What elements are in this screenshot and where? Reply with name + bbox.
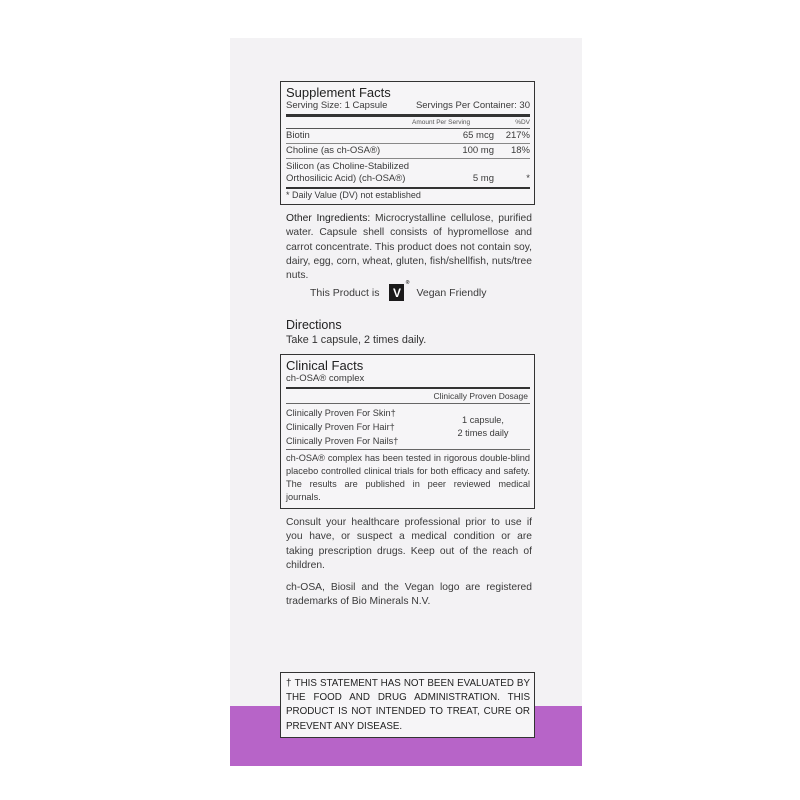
clinical-note: ch-OSA® complex has been tested in rigorous double-blind placebo controlled clinical trials for both efficacy and safety. The results are published in peer reviewed medical journals.: [286, 453, 530, 502]
supplement-facts-title: Supplement Facts: [286, 85, 391, 100]
serving-info: [286, 100, 530, 117]
nutrient-dv: 18%: [510, 145, 530, 156]
nutrient-row: [286, 159, 530, 189]
supplement-facts-box: [280, 81, 535, 205]
vegan-logo-icon: [389, 280, 410, 301]
nutrient-row: [286, 144, 530, 159]
dose-line: 2 times daily: [457, 428, 509, 438]
other-ingredients-label: Other Ingredients:: [286, 213, 371, 224]
trademark-notice: ch-OSA, Biosil and the Vegan logo are registered trademarks of Bio Minerals N.V.: [286, 582, 532, 608]
clinical-facts-box: [280, 354, 535, 509]
nutrient-amount: 65 mcg: [462, 130, 494, 141]
nutrient-name-line: Silicon (as Choline-Stabilized: [286, 161, 410, 172]
clinical-dosage-header: Clinically Proven Dosage: [286, 389, 530, 404]
fda-disclaimer-box: [280, 672, 535, 738]
claim-skin: Clinically Proven For Skin†: [286, 408, 396, 418]
nutrient-dv: *: [526, 173, 530, 184]
registered-mark: ®: [405, 280, 410, 286]
product-label-panel: [230, 38, 582, 766]
nutrient-name-line: Orthosilicic Acid) (ch-OSA®): [286, 173, 406, 184]
nutrient-dv: 217%: [505, 130, 530, 141]
clinical-claims: [286, 406, 436, 448]
claim-nails: Clinically Proven For Nails†: [286, 436, 399, 446]
vegan-statement: [310, 280, 487, 301]
amount-header: Amount Per Serving: [412, 119, 471, 126]
claim-hair: Clinically Proven For Hair†: [286, 422, 395, 432]
consult-warning: Consult your healthcare professional prior to use if you have, or suspect a medical condition or are taking prescription drugs. Keep out of the reach of children.: [286, 517, 532, 571]
clinical-facts-title: Clinical Facts: [286, 358, 364, 373]
nutrient-name: Choline (as ch-OSA®): [286, 145, 381, 156]
directions-text: Take 1 capsule, 2 times daily.: [286, 334, 427, 346]
vegan-suffix: Vegan Friendly: [416, 286, 487, 299]
fda-disclaimer-text: † THIS STATEMENT HAS NOT BEEN EVALUATED BY THE FOOD AND DRUG ADMINISTRATION. THIS PRODUCT IS NOT INTENDED TO TREAT, CURE OR PREVENT ANY DISEASE.: [286, 678, 530, 732]
clinical-claims-row: [286, 404, 530, 450]
serving-size: Serving Size: 1 Capsule: [286, 100, 388, 111]
clinical-facts-subtitle: ch-OSA® complex: [286, 373, 530, 389]
nutrient-name: [286, 161, 434, 185]
dose-line: 1 capsule,: [462, 415, 504, 425]
other-ingredients-text: Microcrystalline cellulose, purified water. Capsule shell consists of hypromellose and carrot concentrate. This product does not contain soy, dairy, egg, corn, wheat, gluten, fish/shellfish, nuts/tree nuts.: [286, 213, 533, 282]
other-ingredients: [286, 212, 532, 283]
vegan-prefix: This Product is: [310, 286, 380, 299]
nutrient-amount: 5 mg: [472, 173, 494, 184]
servings-per-container: Servings Per Container: 30: [415, 100, 530, 111]
dv-footnote: * Daily Value (DV) not established: [286, 190, 421, 200]
nutrient-row: [286, 129, 530, 144]
clinical-dosage: [436, 414, 530, 440]
dv-header: %DV: [515, 119, 530, 126]
facts-column-headers: [286, 117, 530, 129]
directions-title: Directions: [286, 318, 342, 332]
vegan-logo-letter: V: [392, 285, 401, 300]
nutrient-name: Biotin: [286, 130, 310, 141]
nutrient-amount: 100 mg: [462, 145, 494, 156]
